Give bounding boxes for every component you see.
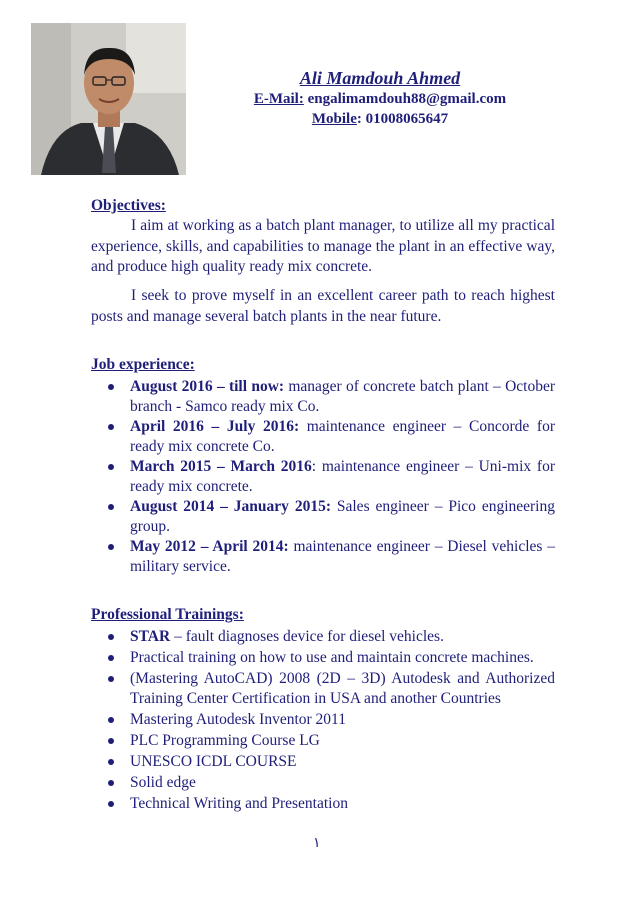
- objective-paragraph-1: I aim at working as a batch plant manager, to utilize all my practical experience, skills, and capabilities to manage the plant in an effective way, and produce high quality ready mix concrete.: [91, 217, 555, 275]
- job-period: March 2015 – March 2016: [130, 458, 312, 475]
- job-description: maintenance engineer – Diesel vehicles – military service.: [130, 538, 555, 575]
- job-experience-list: [91, 377, 555, 577]
- objectives-title: Objectives:: [91, 197, 166, 214]
- training-item: (Mastering AutoCAD) 2008 (2D – 3D) Autodesk and Authorized Training Center Certification in USA and another Countries: [91, 669, 555, 709]
- mobile-number: 01008065647: [365, 111, 449, 127]
- email-address[interactable]: engalimamdouh88@gmail.com: [307, 91, 507, 107]
- job-description: manager of concrete batch plant – October branch - Samco ready mix Co.: [130, 378, 556, 415]
- job-item: [91, 417, 555, 457]
- job-description: Sales engineer – Pico engineering group.: [130, 498, 555, 535]
- profile-photo: [31, 23, 186, 175]
- job-period: August 2016 – till now:: [130, 378, 285, 395]
- objective-paragraph-2: I seek to prove myself in an excellent career path to reach highest posts and manage several batch plants in the near future.: [91, 287, 555, 325]
- job-item: [91, 377, 555, 417]
- job-description: maintenance engineer – Concorde for ready mix concrete Co.: [130, 418, 555, 455]
- job-experience-title: Job experience:: [91, 356, 195, 373]
- mobile-line: [200, 111, 560, 128]
- training-item: Solid edge: [91, 773, 555, 793]
- job-item: [91, 457, 555, 497]
- training-item: PLC Programming Course LG: [91, 731, 555, 751]
- candidate-name: Ali Mamdouh Ahmed: [299, 68, 461, 88]
- job-item: [91, 537, 555, 577]
- job-item: [91, 497, 555, 537]
- job-period: May 2012 – April 2014:: [130, 538, 289, 555]
- job-period: April 2016 – July 2016:: [130, 418, 300, 435]
- training-item: Practical training on how to use and maintain concrete machines.: [91, 648, 555, 668]
- job-description: : maintenance engineer – Uni-mix for ready mix concrete.: [130, 458, 555, 495]
- training-item: Technical Writing and Presentation: [91, 794, 555, 814]
- trainings-title: Professional Trainings:: [91, 606, 244, 623]
- person-portrait-icon: [31, 23, 186, 175]
- training-bold-term: STAR: [130, 628, 171, 645]
- email-line: [200, 91, 560, 108]
- email-label: E-Mail:: [253, 91, 304, 107]
- page-number: ١: [313, 836, 321, 851]
- training-item: UNESCO ICDL COURSE: [91, 752, 555, 772]
- mobile-label: Mobile: [311, 111, 357, 127]
- training-item: [91, 627, 555, 647]
- training-item: Mastering Autodesk Inventor 2011: [91, 710, 555, 730]
- mobile-separator: :: [356, 111, 362, 127]
- training-description: – fault diagnoses device for diesel vehicles.: [170, 628, 444, 645]
- trainings-list: [91, 627, 555, 815]
- job-period: August 2014 – January 2015:: [130, 498, 331, 515]
